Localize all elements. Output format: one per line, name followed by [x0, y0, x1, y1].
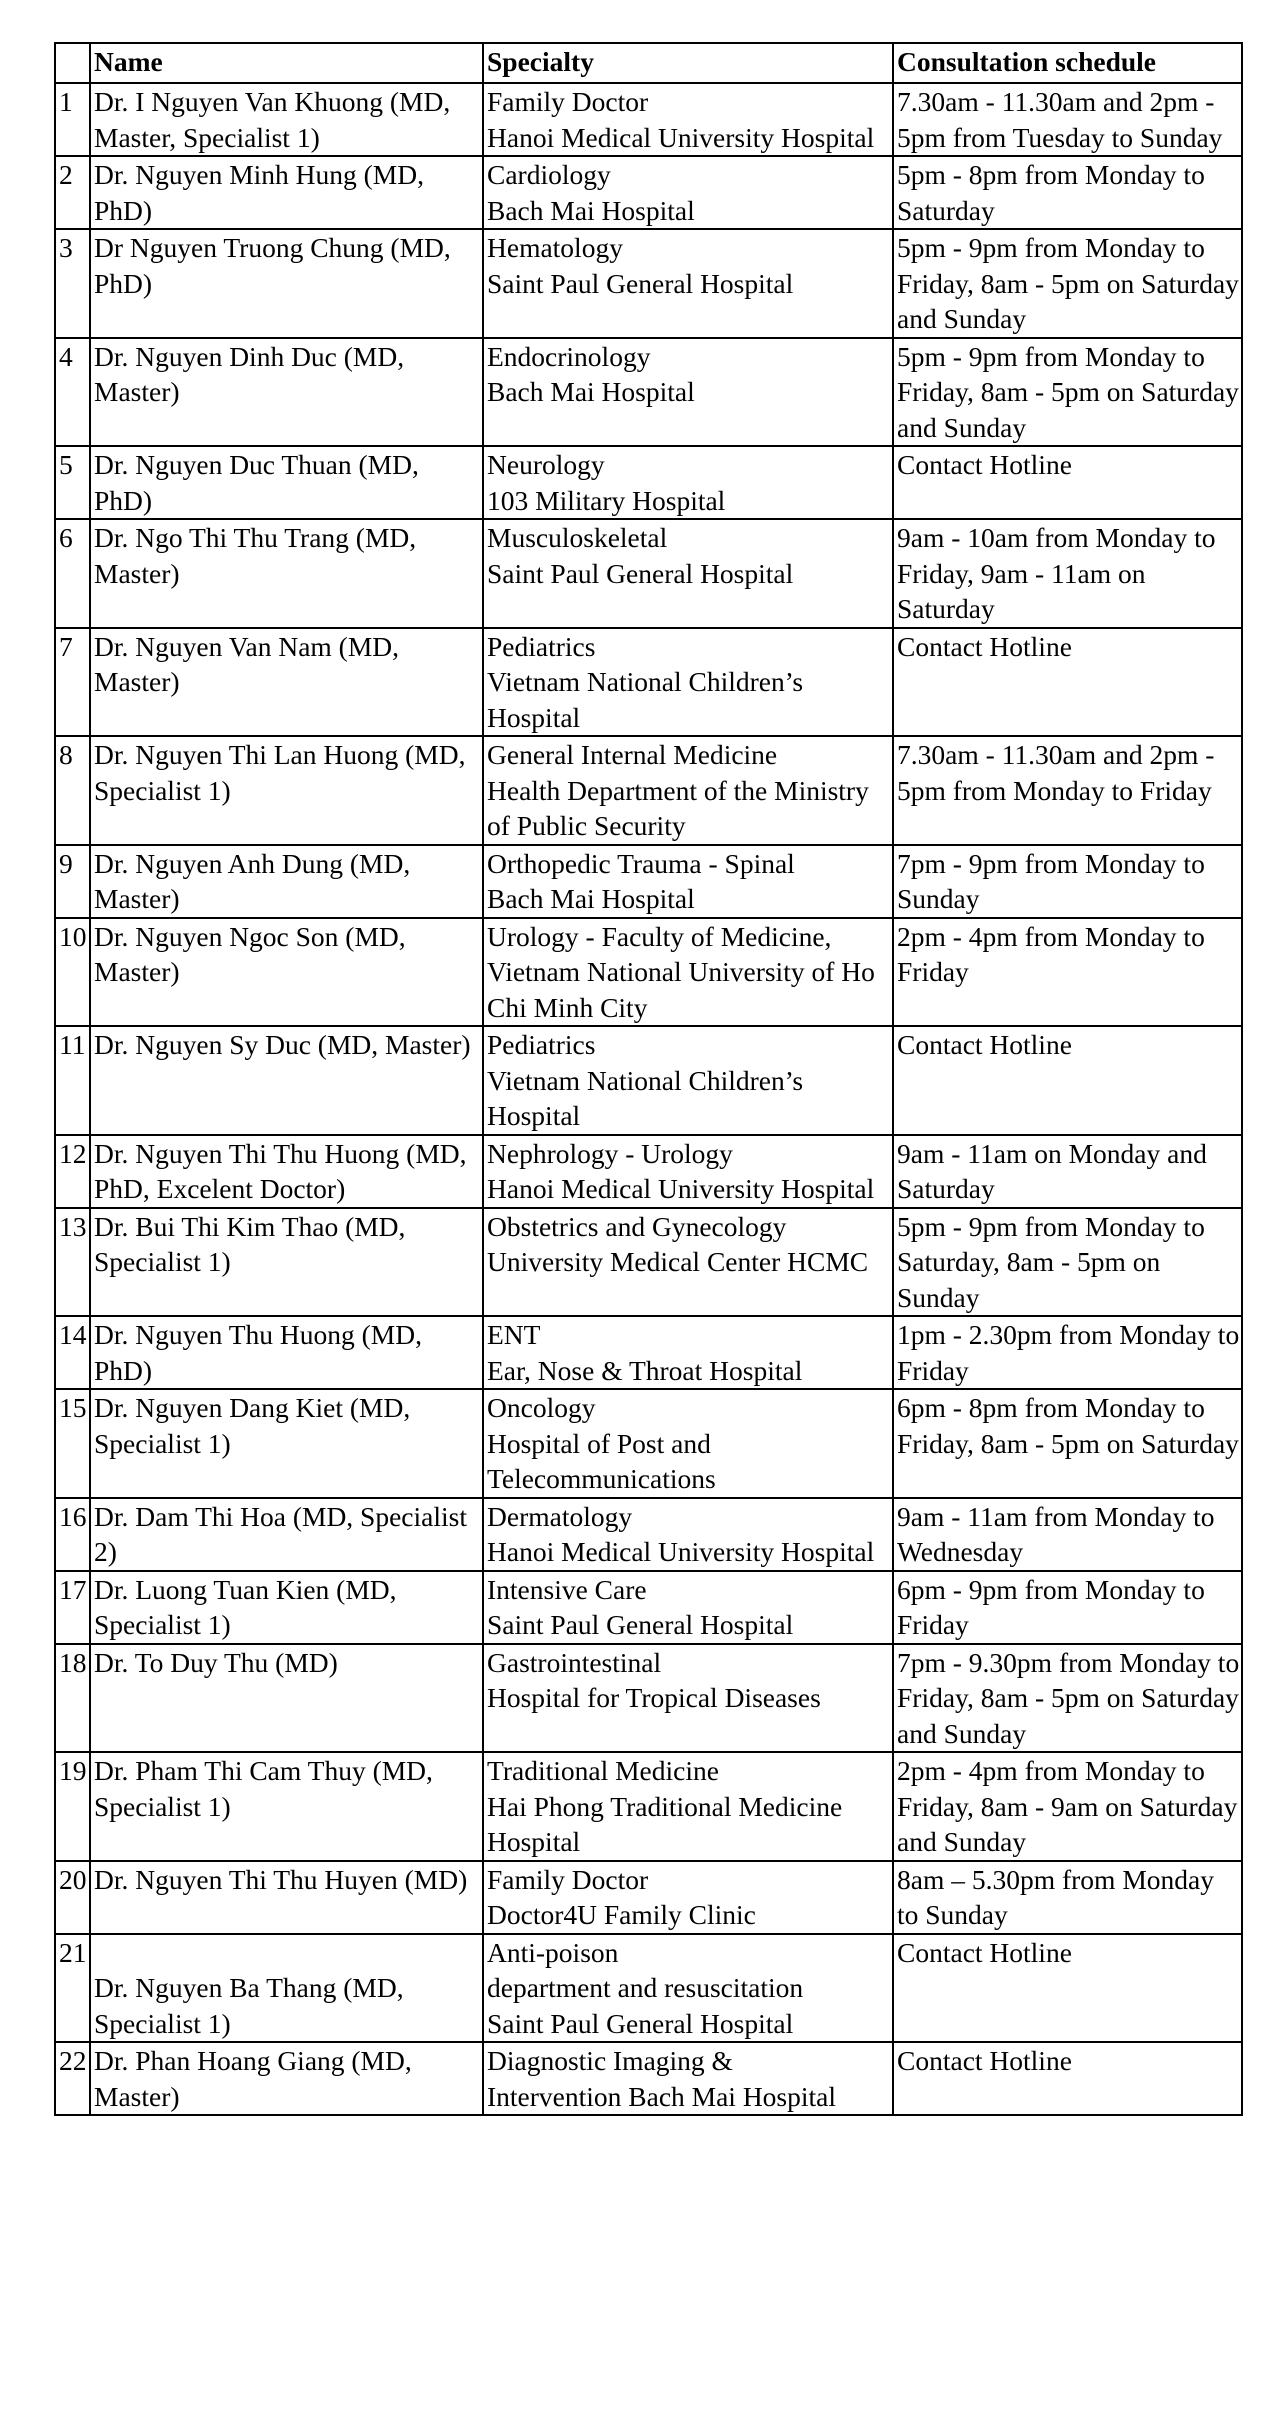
- table-row: [55, 338, 1242, 447]
- specialty-cell: Intensive Care Saint Paul General Hospital: [483, 1571, 893, 1644]
- schedule-cell: Contact Hotline: [893, 446, 1242, 519]
- specialty-cell: Anti-poison department and resuscitation Saint Paul General Hospital: [483, 1934, 893, 2043]
- table-row: [55, 1208, 1242, 1317]
- table-header-row: [55, 43, 1242, 83]
- doctor-name-cell: Dr. I Nguyen Van Khuong (MD, Master, Specialist 1): [90, 83, 483, 156]
- specialty-cell: Dermatology Hanoi Medical University Hospital: [483, 1498, 893, 1571]
- schedule-cell: 5pm - 8pm from Monday to Saturday: [893, 156, 1242, 229]
- table-row: [55, 918, 1242, 1027]
- specialty-cell: Urology - Faculty of Medicine, Vietnam National University of Ho Chi Minh City: [483, 918, 893, 1027]
- table-row: [55, 1752, 1242, 1861]
- doctor-name-cell: Dr. Nguyen Anh Dung (MD, Master): [90, 845, 483, 918]
- doctor-name-cell: Dr. Dam Thi Hoa (MD, Specialist 2): [90, 1498, 483, 1571]
- schedule-cell: 7pm - 9pm from Monday to Sunday: [893, 845, 1242, 918]
- specialty-cell: Pediatrics Vietnam National Children’s Hospital: [483, 1026, 893, 1135]
- row-number-cell: 14: [55, 1316, 90, 1389]
- table-row: [55, 1861, 1242, 1934]
- row-number-cell: 10: [55, 918, 90, 1027]
- specialty-cell: Musculoskeletal Saint Paul General Hospital: [483, 519, 893, 628]
- table-row: [55, 2042, 1242, 2115]
- schedule-cell: Contact Hotline: [893, 1026, 1242, 1135]
- row-number-cell: 13: [55, 1208, 90, 1317]
- row-number-cell: 17: [55, 1571, 90, 1644]
- specialty-cell: Orthopedic Trauma - Spinal Bach Mai Hospital: [483, 845, 893, 918]
- table-row: [55, 1135, 1242, 1208]
- schedule-cell: 7.30am - 11.30am and 2pm - 5pm from Tuesday to Sunday: [893, 83, 1242, 156]
- doctor-name-cell: Dr Nguyen Truong Chung (MD, PhD): [90, 229, 483, 338]
- schedule-cell: Contact Hotline: [893, 628, 1242, 737]
- specialty-cell: Obstetrics and Gynecology University Medical Center HCMC: [483, 1208, 893, 1317]
- row-number-cell: 19: [55, 1752, 90, 1861]
- row-number-cell: 3: [55, 229, 90, 338]
- doctor-name-cell: Dr. Nguyen Thu Huong (MD, PhD): [90, 1316, 483, 1389]
- doctor-name-cell: Dr. Nguyen Thi Thu Huong (MD, PhD, Excelent Doctor): [90, 1135, 483, 1208]
- table-row: [55, 1316, 1242, 1389]
- schedule-cell: 7pm - 9.30pm from Monday to Friday, 8am - 5pm on Saturday and Sunday: [893, 1644, 1242, 1753]
- row-number-cell: 15: [55, 1389, 90, 1498]
- schedule-cell: 5pm - 9pm from Monday to Saturday, 8am - 5pm on Sunday: [893, 1208, 1242, 1317]
- row-number-cell: 21: [55, 1934, 90, 2043]
- schedule-cell: 2pm - 4pm from Monday to Friday, 8am - 9am on Saturday and Sunday: [893, 1752, 1242, 1861]
- row-number-cell: 7: [55, 628, 90, 737]
- specialty-cell: Neurology 103 Military Hospital: [483, 446, 893, 519]
- table-row: [55, 845, 1242, 918]
- schedule-cell: 6pm - 9pm from Monday to Friday: [893, 1571, 1242, 1644]
- schedule-cell: 6pm - 8pm from Monday to Friday, 8am - 5pm on Saturday: [893, 1389, 1242, 1498]
- header-schedule: Consultation schedule: [893, 43, 1242, 83]
- row-number-cell: 5: [55, 446, 90, 519]
- table-body: [55, 83, 1242, 2115]
- doctor-name-cell: Dr. Nguyen Dinh Duc (MD, Master): [90, 338, 483, 447]
- schedule-cell: 9am - 11am on Monday and Saturday: [893, 1135, 1242, 1208]
- row-number-cell: 2: [55, 156, 90, 229]
- table-row: [55, 1644, 1242, 1753]
- table-row: [55, 1934, 1242, 2043]
- schedule-cell: 8am – 5.30pm from Monday to Sunday: [893, 1861, 1242, 1934]
- row-number-cell: 16: [55, 1498, 90, 1571]
- row-number-cell: 11: [55, 1026, 90, 1135]
- header-number: [55, 43, 90, 83]
- header-specialty: Specialty: [483, 43, 893, 83]
- doctor-name-cell: Dr. Nguyen Thi Lan Huong (MD, Specialist 1): [90, 736, 483, 845]
- specialty-cell: Traditional Medicine Hai Phong Traditional Medicine Hospital: [483, 1752, 893, 1861]
- specialty-cell: Diagnostic Imaging & Intervention Bach Mai Hospital: [483, 2042, 893, 2115]
- table-row: [55, 736, 1242, 845]
- row-number-cell: 22: [55, 2042, 90, 2115]
- schedule-cell: Contact Hotline: [893, 1934, 1242, 2043]
- table-row: [55, 229, 1242, 338]
- schedule-cell: Contact Hotline: [893, 2042, 1242, 2115]
- doctor-name-cell: Dr. To Duy Thu (MD): [90, 1644, 483, 1753]
- schedule-cell: 1pm - 2.30pm from Monday to Friday: [893, 1316, 1242, 1389]
- table-row: [55, 1026, 1242, 1135]
- row-number-cell: 20: [55, 1861, 90, 1934]
- specialty-cell: Nephrology - Urology Hanoi Medical University Hospital: [483, 1135, 893, 1208]
- header-name: Name: [90, 43, 483, 83]
- row-number-cell: 6: [55, 519, 90, 628]
- specialty-cell: Gastrointestinal Hospital for Tropical Diseases: [483, 1644, 893, 1753]
- doctor-name-cell: Dr. Nguyen Ba Thang (MD, Specialist 1): [90, 1934, 483, 2043]
- specialty-cell: Family Doctor Hanoi Medical University Hospital: [483, 83, 893, 156]
- specialty-cell: Oncology Hospital of Post and Telecommunications: [483, 1389, 893, 1498]
- doctor-name-cell: Dr. Nguyen Dang Kiet (MD, Specialist 1): [90, 1389, 483, 1498]
- specialty-cell: Family Doctor Doctor4U Family Clinic: [483, 1861, 893, 1934]
- table-row: [55, 1571, 1242, 1644]
- doctor-name-cell: Dr. Phan Hoang Giang (MD, Master): [90, 2042, 483, 2115]
- specialty-cell: General Internal Medicine Health Department of the Ministry of Public Security: [483, 736, 893, 845]
- table-row: [55, 1389, 1242, 1498]
- row-number-cell: 4: [55, 338, 90, 447]
- doctor-schedule-table: [54, 42, 1243, 2116]
- doctor-name-cell: Dr. Nguyen Minh Hung (MD, PhD): [90, 156, 483, 229]
- specialty-cell: Hematology Saint Paul General Hospital: [483, 229, 893, 338]
- row-number-cell: 8: [55, 736, 90, 845]
- schedule-cell: 7.30am - 11.30am and 2pm - 5pm from Monday to Friday: [893, 736, 1242, 845]
- row-number-cell: 1: [55, 83, 90, 156]
- schedule-cell: 5pm - 9pm from Monday to Friday, 8am - 5pm on Saturday and Sunday: [893, 229, 1242, 338]
- specialty-cell: Pediatrics Vietnam National Children’s Hospital: [483, 628, 893, 737]
- schedule-cell: 9am - 10am from Monday to Friday, 9am - 11am on Saturday: [893, 519, 1242, 628]
- doctor-name-cell: Dr. Nguyen Thi Thu Huyen (MD): [90, 1861, 483, 1934]
- doctor-name-cell: Dr. Nguyen Sy Duc (MD, Master): [90, 1026, 483, 1135]
- doctor-name-cell: Dr. Pham Thi Cam Thuy (MD, Specialist 1): [90, 1752, 483, 1861]
- specialty-cell: ENT Ear, Nose & Throat Hospital: [483, 1316, 893, 1389]
- schedule-cell: 2pm - 4pm from Monday to Friday: [893, 918, 1242, 1027]
- doctor-name-cell: Dr. Ngo Thi Thu Trang (MD, Master): [90, 519, 483, 628]
- row-number-cell: 18: [55, 1644, 90, 1753]
- table-row: [55, 628, 1242, 737]
- table-row: [55, 156, 1242, 229]
- specialty-cell: Cardiology Bach Mai Hospital: [483, 156, 893, 229]
- doctor-name-cell: Dr. Nguyen Ngoc Son (MD, Master): [90, 918, 483, 1027]
- schedule-cell: 5pm - 9pm from Monday to Friday, 8am - 5pm on Saturday and Sunday: [893, 338, 1242, 447]
- table-row: [55, 1498, 1242, 1571]
- doctor-name-cell: Dr. Bui Thi Kim Thao (MD, Specialist 1): [90, 1208, 483, 1317]
- doctor-name-cell: Dr. Nguyen Duc Thuan (MD, PhD): [90, 446, 483, 519]
- table-row: [55, 519, 1242, 628]
- row-number-cell: 12: [55, 1135, 90, 1208]
- doctor-name-cell: Dr. Nguyen Van Nam (MD, Master): [90, 628, 483, 737]
- doctor-name-cell: Dr. Luong Tuan Kien (MD, Specialist 1): [90, 1571, 483, 1644]
- table-row: [55, 446, 1242, 519]
- schedule-cell: 9am - 11am from Monday to Wednesday: [893, 1498, 1242, 1571]
- row-number-cell: 9: [55, 845, 90, 918]
- specialty-cell: Endocrinology Bach Mai Hospital: [483, 338, 893, 447]
- table-row: [55, 83, 1242, 156]
